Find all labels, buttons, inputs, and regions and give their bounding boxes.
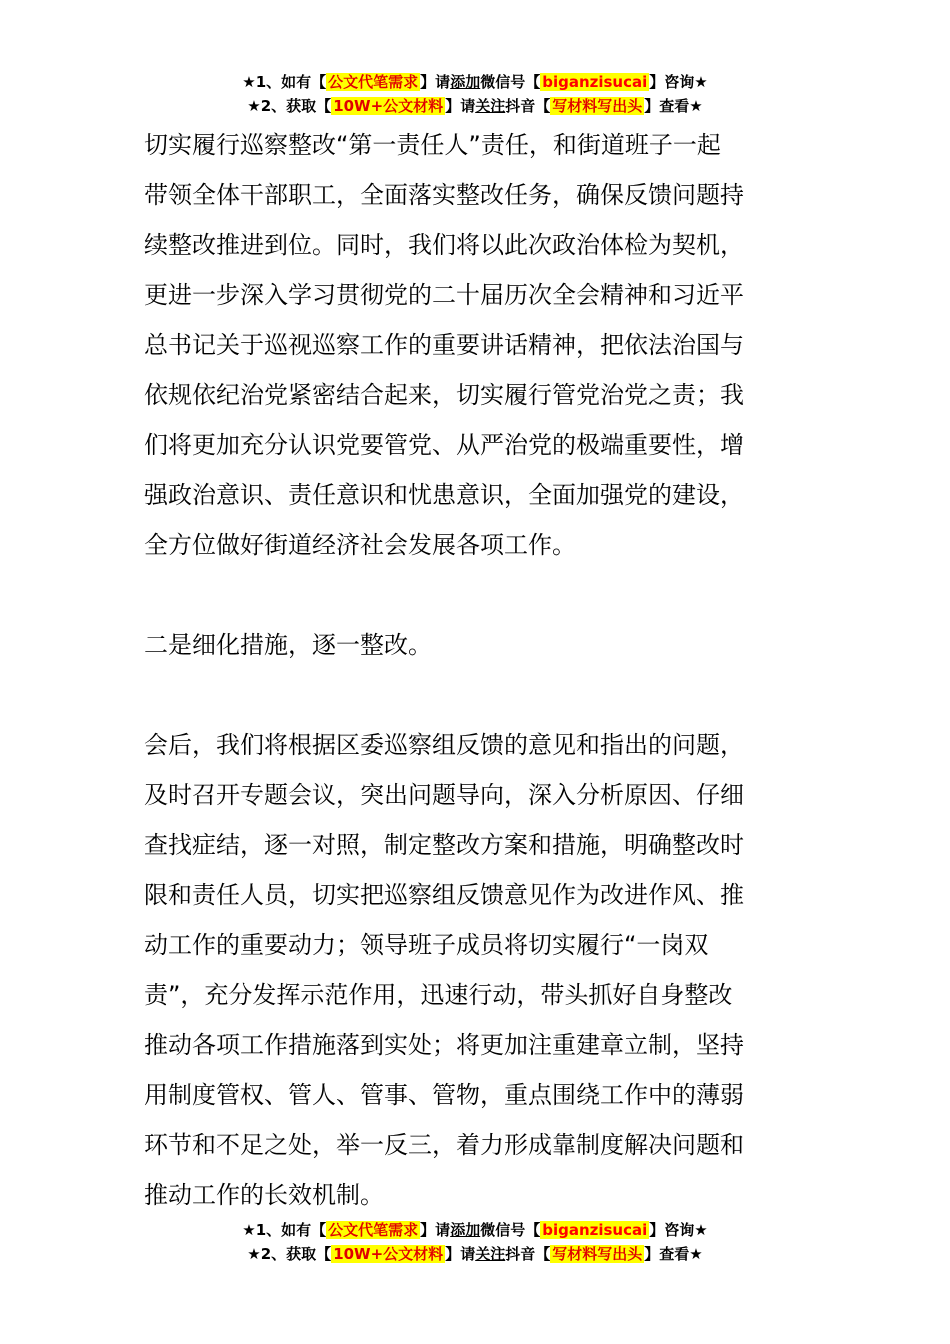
paragraph-line: 限和责任人员，切实把巡察组反馈意见作为改进作风、推	[144, 881, 744, 909]
paragraph-line: 带领全体干部职工，全面落实整改任务，确保反馈问题持	[144, 181, 744, 209]
paragraph-line: 责”，充分发挥示范作用，迅速行动，带头抓好自身整改	[144, 981, 733, 1009]
paragraph-line: 切实履行巡察整改“第一责任人”责任，和街道班子一起	[144, 131, 721, 159]
paragraph-line: 会后，我们将根据区委巡察组反馈的意见和指出的问题，	[144, 731, 744, 759]
paragraph-line: 动工作的重要动力；领导班子成员将切实履行“一岗双	[144, 931, 709, 959]
banner-line-1: ★1、如有【 公文代笔需求 】请添加微信号【 biganzisucai 】咨询★	[242, 1221, 708, 1239]
paragraph-line: 续整改推进到位。同时，我们将以此次政治体检为契机，	[144, 231, 744, 259]
paragraph-line: 及时召开专题会议，突出问题导向，深入分析原因、仔细	[144, 781, 744, 809]
highlight-douyin: 写材料写出头	[552, 1245, 643, 1263]
paragraph-line: 们将更加充分认识党要管党、从严治党的极端重要性，增	[144, 431, 744, 459]
highlight-service: 公文代笔需求	[328, 73, 419, 91]
banner-line-2: ★2、获取【 10W+公文材料 】请关注抖音【 写材料写出头 】查看★	[247, 97, 703, 115]
section-heading: 二是细化措施，逐一整改。	[144, 631, 432, 659]
paragraph-line: 依规依纪治党紧密结合起来，切实履行管党治党之责；我	[144, 381, 744, 409]
highlight-materials: 10W+公文材料	[333, 1245, 444, 1263]
paragraph-line: 环节和不足之处，举一反三，着力形成靠制度解决问题和	[144, 1131, 744, 1159]
highlight-douyin: 写材料写出头	[552, 97, 643, 115]
paragraph-line: 全方位做好街道经济社会发展各项工作。	[144, 531, 576, 559]
banner-line-1: ★1、如有【 公文代笔需求 】请添加微信号【 biganzisucai 】咨询★	[242, 73, 708, 91]
highlight-materials: 10W+公文材料	[333, 97, 444, 115]
header-banner	[0, 70, 950, 118]
footer-banner	[0, 1218, 950, 1266]
paragraph-line: 更进一步深入学习贯彻党的二十届历次全会精神和习近平	[144, 281, 744, 309]
paragraph-gap	[144, 570, 812, 620]
highlight-wechat-id: biganzisucai	[542, 73, 648, 91]
paragraph-line: 用制度管权、管人、管事、管物，重点围绕工作中的薄弱	[144, 1081, 744, 1109]
paragraph-gap	[144, 670, 812, 720]
paragraph-line: 强政治意识、责任意识和忧患意识，全面加强党的建设，	[144, 481, 744, 509]
highlight-wechat-id: biganzisucai	[542, 1221, 648, 1239]
highlight-service: 公文代笔需求	[328, 1221, 419, 1239]
paragraph-line: 查找症结，逐一对照，制定整改方案和措施，明确整改时	[144, 831, 744, 859]
document-body	[144, 120, 812, 1220]
paragraph-line: 总书记关于巡视巡察工作的重要讲话精神，把依法治国与	[144, 331, 744, 359]
banner-line-2: ★2、获取【 10W+公文材料 】请关注抖音【 写材料写出头 】查看★	[247, 1245, 703, 1263]
paragraph-line: 推动各项工作措施落到实处；将更加注重建章立制，坚持	[144, 1031, 744, 1059]
paragraph-line: 推动工作的长效机制。	[144, 1181, 384, 1209]
